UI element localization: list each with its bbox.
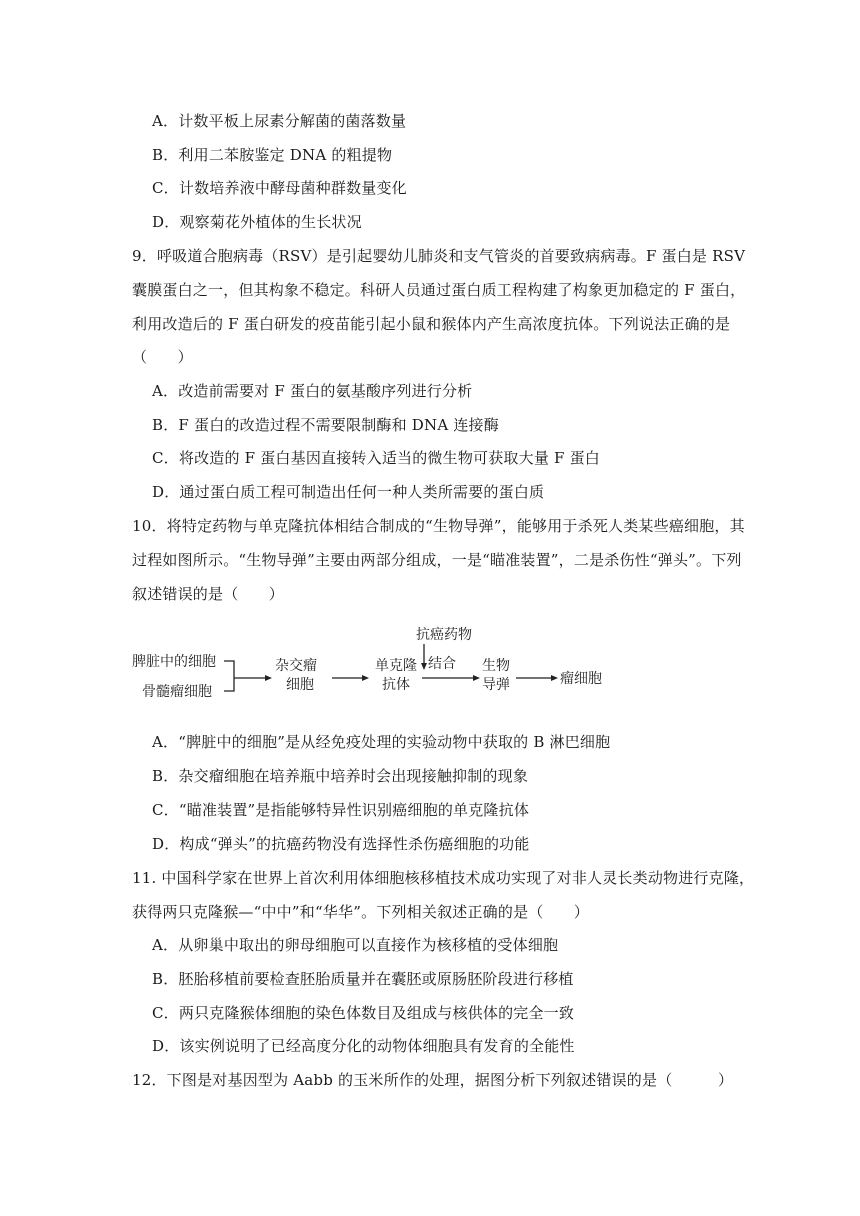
q10-stem-line-1: 10．将特定药物与单克隆抗体相结合制成的“生物导弹”，能够用于杀死人类某些癌细胞，其: [132, 517, 745, 535]
q11-option-d: D．该实例说明了已经高度分化的动物体细胞具有发育的全能性: [152, 1037, 575, 1055]
diagram-bracket: [224, 661, 234, 691]
q10-stem-line-2: 过程如图所示。“生物导弹”主要由两部分组成，一是“瞄准装置”，二是杀伤性“弹头”。下列: [132, 551, 742, 569]
q10-option-d: D．构成“弹头”的抗癌药物没有选择性杀伤癌细胞的功能: [152, 835, 530, 853]
q12-stem-line-1: 12．下图是对基因型为 Aabb 的玉米所作的处理，据图分析下列叙述错误的是（ ）: [132, 1071, 734, 1089]
diagram-label-hybridoma-line-1: 杂交瘤: [275, 658, 317, 674]
diagram-arrowhead-2: [362, 675, 369, 681]
q10-option-a: A．“脾脏中的细胞”是从经免疫处理的实验动物中获取的 B 淋巴细胞: [152, 733, 611, 751]
diagram-label-spleen-cells: 脾脏中的细胞: [132, 654, 216, 670]
q8-option-d: D．观察菊花外植体的生长状况: [152, 213, 362, 231]
q9-option-a: A．改造前需要对 F 蛋白的氨基酸序列进行分析: [152, 382, 473, 400]
q9-option-d: D．通过蛋白质工程可制造出任何一种人类所需要的蛋白质: [152, 483, 545, 501]
q9-stem-line-1: 9．呼吸道合胞病毒（RSV）是引起婴幼儿肺炎和支气管炎的首要致病病毒。F 蛋白是 RSV: [132, 247, 746, 265]
diagram-label-tumor-cells: 瘤细胞: [560, 671, 602, 687]
diagram-drug-arrowhead: [421, 663, 427, 670]
q8-option-b: B．利用二苯胺鉴定 DNA 的粗提物: [152, 146, 393, 164]
diagram-arrowhead-4: [551, 675, 558, 681]
q11-option-a: A．从卵巢中取出的卵母细胞可以直接作为核移植的受体细胞: [152, 936, 559, 954]
q9-stem-line-2: 囊膜蛋白之一，但其构象不稳定。科研人员通过蛋白质工程构建了构象更加稳定的 F 蛋白，: [132, 281, 746, 299]
q11-option-c: C．两只克隆猴体细胞的染色体数目及组成与核供体的完全一致: [152, 1004, 575, 1022]
diagram-label-monoclonal-line-1: 单克隆: [375, 658, 417, 674]
q9-stem-line-3: 利用改造后的 F 蛋白研发的疫苗能引起小鼠和猴体内产生高浓度抗体。下列说法正确的是: [132, 315, 731, 333]
q10-option-b: B．杂交瘤细胞在培养瓶中培养时会出现接触抑制的现象: [152, 767, 529, 785]
q9-option-b: B．F 蛋白的改造过程不需要限制酶和 DNA 连接酶: [152, 416, 499, 434]
q10-option-c: C．“瞄准装置”是指能够特异性识别癌细胞的单克隆抗体: [152, 801, 530, 819]
diagram-label-missile-line-1: 生物: [482, 658, 510, 674]
diagram-label-monoclonal-line-2: 抗体: [382, 677, 410, 693]
q11-option-b: B．胚胎移植前要检查胚胎质量并在囊胚或原肠胚阶段进行移植: [152, 970, 574, 988]
q11-stem-line-2: 获得两只克隆猴—“中中”和“华华”。下列相关叙述正确的是（ ）: [132, 903, 590, 921]
q8-option-a: A．计数平板上尿素分解菌的菌落数量: [152, 112, 407, 130]
diagram-label-missile-line-2: 导弹: [482, 677, 510, 693]
q8-option-c: C．计数培养液中酵母菌种群数量变化: [152, 179, 407, 197]
diagram-arrowhead-3: [473, 675, 480, 681]
monoclonal-antibody-flow-diagram: [128, 620, 618, 710]
q9-option-c: C．将改造的 F 蛋白基因直接转入适当的微生物可获取大量 F 蛋白: [152, 449, 600, 467]
diagram-label-anticancer-drug: 抗癌药物: [416, 627, 472, 643]
diagram-arrowhead-1: [265, 675, 272, 681]
diagram-label-myeloma-cells: 骨髓瘤细胞: [142, 684, 212, 700]
diagram-label-hybridoma-line-2: 细胞: [286, 677, 314, 693]
q10-stem-line-3: 叙述错误的是（ ）: [132, 585, 285, 603]
q11-stem-line-1: 11. 中国科学家在世界上首次利用体细胞核移植技术成功实现了对非人灵长类动物进行克隆，: [132, 869, 755, 887]
diagram-label-combine: 结合: [428, 656, 456, 672]
q9-stem-line-4: （ ）: [132, 348, 193, 366]
